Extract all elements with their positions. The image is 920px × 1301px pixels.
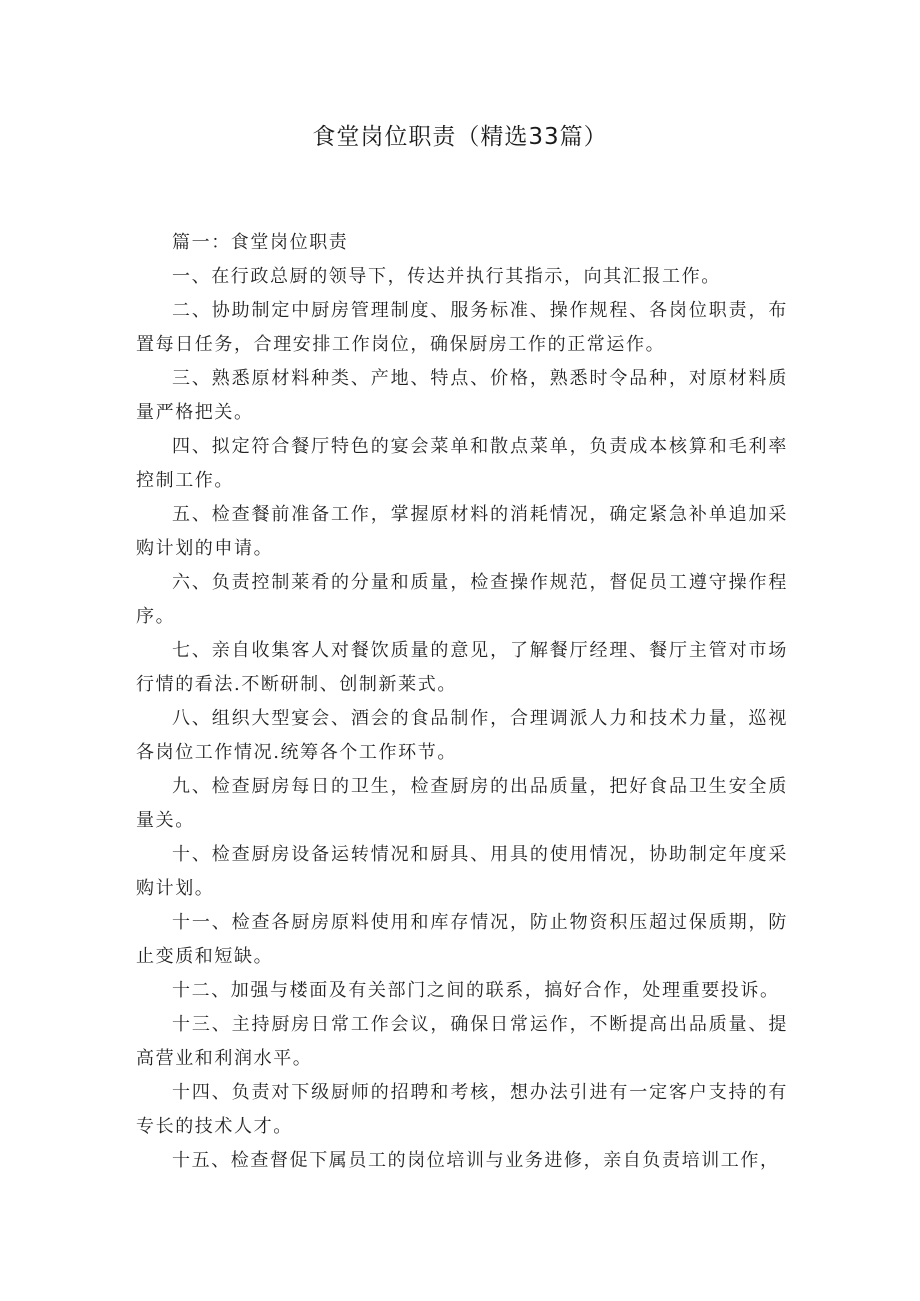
paragraph-1: 一、在行政总厨的领导下，传达并执行其指示，向其汇报工作。 — [172, 266, 721, 287]
paragraph-11: 十一、检查各厨房原料使用和库存情况，防止物资积压超过保质期，防止变质和短缺。 — [136, 912, 788, 967]
document-body — [136, 226, 788, 1178]
section-heading: 篇一：食堂岗位职责 — [172, 232, 349, 253]
paragraph-2: 二、协助制定中厨房管理制度、服务标准、操作规程、各岗位职责，布置每日任务，合理安排工作岗位，确保厨房工作的正常运作。 — [136, 300, 788, 355]
paragraph-3: 三、熟悉原材料种类、产地、特点、价格，熟悉时令品种，对原材料质量严格把关。 — [136, 368, 788, 423]
paragraph-15: 十五、检查督促下属员工的岗位培训与业务进修，亲自负责培训工作， — [172, 1150, 780, 1171]
paragraph-14: 十四、负责对下级厨师的招聘和考核，想办法引进有一定客户支持的有专长的技术人才。 — [136, 1082, 788, 1137]
document-title: 食堂岗位职责（精选33篇） — [312, 124, 608, 150]
paragraph-13: 十三、主持厨房日常工作会议，确保日常运作，不断提高出品质量、提高营业和利润水平。 — [136, 1014, 788, 1069]
paragraph-8: 八、组织大型宴会、酒会的食品制作，合理调派人力和技术力量，巡视各岗位工作情况.统筹各个工作环节。 — [136, 708, 788, 763]
paragraph-9: 九、检查厨房每日的卫生，检查厨房的出品质量，把好食品卫生安全质量关。 — [136, 776, 788, 831]
paragraph-5: 五、检查餐前准备工作，掌握原材料的消耗情况，确定紧急补单追加采购计划的申请。 — [136, 504, 788, 559]
paragraph-12: 十二、加强与楼面及有关部门之间的联系，搞好合作，处理重要投诉。 — [172, 980, 780, 1001]
paragraph-4: 四、拟定符合餐厅特色的宴会菜单和散点菜单，负责成本核算和毛利率控制工作。 — [136, 436, 788, 491]
paragraph-6: 六、负责控制莱肴的分量和质量，检查操作规范，督促员工遵守操作程序。 — [136, 572, 788, 627]
paragraph-10: 十、检查厨房设备运转情况和厨具、用具的使用情况，协助制定年度采购计划。 — [136, 844, 788, 899]
paragraph-7: 七、亲自收集客人对餐饮质量的意见，了解餐厅经理、餐厅主管对市场行情的看法.不断研制、创制新莱式。 — [136, 640, 788, 695]
